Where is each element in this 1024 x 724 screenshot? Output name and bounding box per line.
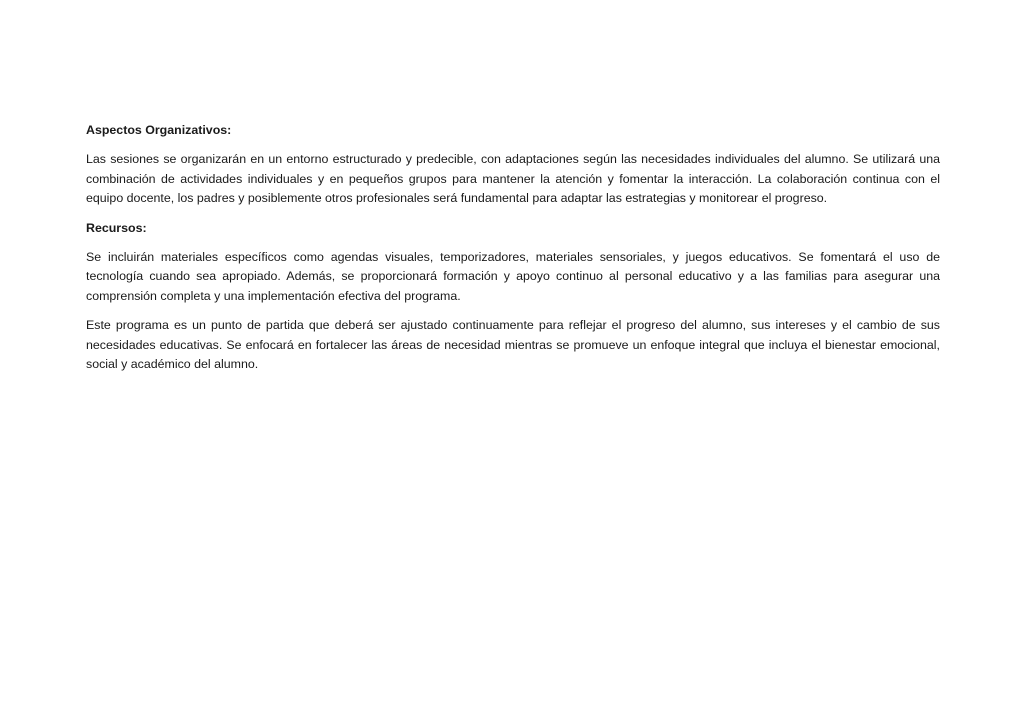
section-heading-recursos: Recursos:: [86, 220, 147, 235]
section-heading-aspectos-organizativos: Aspectos Organizativos:: [86, 123, 232, 137]
document-body: [86, 121, 940, 374]
paragraph-conclusion: Este programa es un punto de partida que deberá ser ajustado continuamente para reflejar el progreso del alumno, sus intereses y el cambio de sus necesidades educativas. Se enfocará en fortalecer las áreas de necesidad mientras se promueve un enfoque integral que incluya el bienestar emocional, social y académico del alumno.: [86, 318, 940, 372]
paragraph-recursos: Se incluirán materiales específicos como agendas visuales, temporizadores, materiales sensoriales, y juegos educativos. Se fomentará el uso de tecnología cuando sea apropiado. Además, se proporcionará formación y apoyo continuo al personal educativo y a las familias para asegurar una comprensión completa y una implementación efectiva del programa.: [86, 250, 940, 303]
paragraph-organizativos: Las sesiones se organizarán en un entorno estructurado y predecible, con adaptaciones según las necesidades individuales del alumno. Se utilizará una combinación de actividades individuales y en pequeños grupos para mantener la atención y fomentar la interacción. La colaboración continua con el equipo docente, los padres y posiblemente otros profesionales será fundamental para adaptar las estrategias y monitorear el progreso.: [86, 152, 940, 206]
